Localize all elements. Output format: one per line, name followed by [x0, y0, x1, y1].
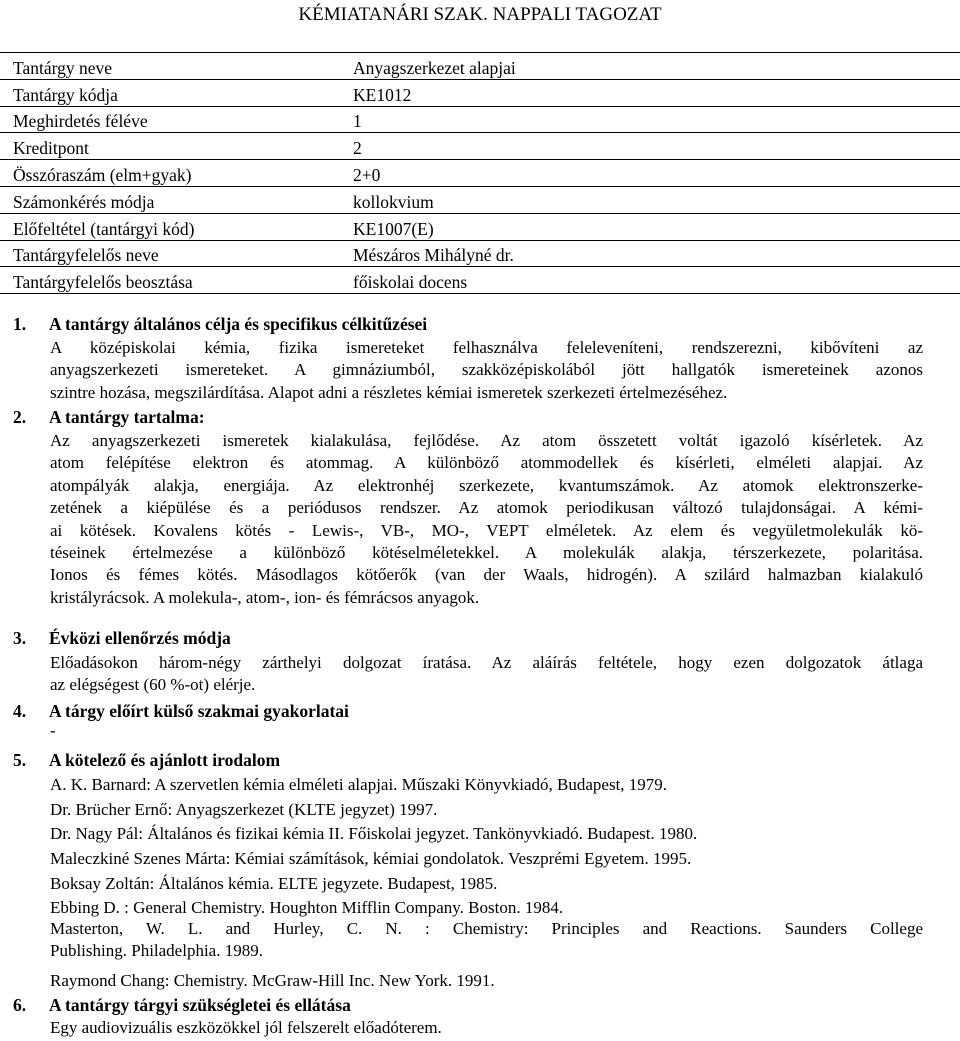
semester-label: Meghirdetés féléve [0, 106, 353, 133]
text-line: atompályák alakja, energiája. Az elektronhéj szerkezete, kvantumszámok. Az atomok elektronszerke- [50, 475, 923, 495]
course-code-value: KE1012 [353, 79, 960, 106]
prerequisite-label: Előfeltétel (tantárgyi kód) [0, 213, 353, 240]
table-row [0, 160, 960, 187]
section-title: A tantárgy tartalma: [49, 407, 205, 427]
text-line: Az anyagszerkezeti ismeretek kialakulása, fejlődése. Az atom összetett voltát igazoló kísérletek. Az [50, 431, 923, 450]
section-heading [13, 313, 427, 335]
section-number: 2. [13, 407, 27, 427]
responsible-position-label: Tantárgyfelelős beosztása [0, 267, 353, 294]
text-line: téseinek értelmezése a különböző kötéselméletekkel. A molekulák alakja, térszerkezete, polaritása. [50, 543, 923, 563]
section-heading [13, 627, 231, 649]
course-name-label: Tantárgy neve [0, 53, 353, 80]
course-code-label: Tantárgy kódja [0, 79, 353, 106]
section-heading [13, 406, 205, 428]
text-line: Ionos és fémes kötés. Másodlagos kötőerők (van der Waals, hidrogén). A szilárd halmazban kialakuló [50, 565, 923, 585]
total-hours-value: 2+0 [353, 160, 960, 187]
section-body [50, 337, 923, 404]
reference-item: A. K. Barnard: A szervetlen kémia elméleti alapjai. Műszaki Könyvkiadó, Budapest, 1979. [50, 775, 668, 794]
table-row [0, 213, 960, 240]
section-number: 1. [13, 314, 27, 334]
section-body: Egy audiovizuális eszközökkel jól felszerelt előadóterem. [50, 1018, 442, 1037]
reference-item [50, 918, 923, 963]
table-row [0, 267, 960, 294]
section-number: 6. [13, 995, 27, 1015]
table-row [0, 186, 960, 213]
text-line: A középiskolai kémia, fizika ismereteket felhasználva feleleveníteni, rendszerezni, kibővíteni az [50, 338, 923, 357]
credit-value: 2 [353, 133, 960, 160]
table-row [0, 133, 960, 160]
course-name-value: Anyagszerkezet alapjai [353, 53, 960, 80]
assessment-value: kollokvium [353, 186, 960, 213]
text-line: atom felépítése elektron és atommag. A különböző atommodellek és kísérleti, elméleti alapjai. Az [50, 453, 923, 473]
section-title: Évközi ellenőrzés módja [49, 628, 231, 648]
text-line: szintre hozása, megszilárdítása. Alapot adni a részletes kémiai ismeretek szerkezeti értelmezéséhez. [50, 382, 728, 402]
document-title: KÉMIATANÁRI SZAK. NAPPALI TAGOZAT [298, 4, 662, 25]
table-row [0, 53, 960, 80]
text-line: Masterton, W. L. and Hurley, C. N. : Chemistry: Principles and Reactions. Saunders College [50, 919, 923, 938]
text-line: zetének a kiépülése és a periódusos rendszer. Az atomok periodikusan változó tulajdonságai. A kémi- [50, 498, 923, 518]
text-line: az elégségest (60 %-ot) elérje. [50, 675, 256, 695]
prerequisite-value: KE1007(E) [353, 213, 960, 240]
credit-label: Kreditpont [0, 133, 353, 160]
responsible-name-value: Mészáros Mihályné dr. [353, 240, 960, 267]
reference-item: Dr. Brücher Ernő: Anyagszerkezet (KLTE jegyzet) 1997. [50, 800, 438, 819]
section-number: 4. [13, 701, 27, 721]
assessment-label: Számonkérés módja [0, 186, 353, 213]
semester-value: 1 [353, 106, 960, 133]
reference-item: Ebbing D. : General Chemistry. Houghton Mifflin Company. Boston. 1984. [50, 898, 564, 917]
section-number: 3. [13, 628, 27, 648]
section-number: 5. [13, 750, 27, 770]
section-heading [13, 994, 351, 1016]
section-title: A tantárgy általános célja és specifikus célkitűzései [49, 314, 428, 334]
reference-item: Boksay Zoltán: Általános kémia. ELTE jegyzete. Budapest, 1985. [50, 874, 498, 893]
responsible-position-value: főiskolai docens [353, 267, 960, 294]
course-info-table [0, 52, 960, 294]
text-line: - [50, 721, 56, 740]
section-title: A tárgy előírt külső szakmai gyakorlatai [49, 701, 349, 721]
text-line: Előadásokon három-négy zárthelyi dolgozat íratása. Az aláírás feltétele, hogy ezen dolgozatok átlaga [50, 653, 923, 672]
section-body [50, 720, 923, 742]
section-heading [13, 749, 280, 771]
section-body [50, 652, 923, 697]
table-row [0, 240, 960, 267]
section-heading [13, 700, 349, 722]
text-line: kristályrácsok. A molekula-, atom-, ion- és fémrácsos anyagok. [50, 587, 480, 607]
responsible-name-label: Tantárgyfelelős neve [0, 240, 353, 267]
reference-item: Dr. Nagy Pál: Általános és fizikai kémia II. Főiskolai jegyzet. Tankönyvkiadó. Budapest. 1980. [50, 824, 698, 843]
table-row [0, 106, 960, 133]
text-line: Publishing. Philadelphia. 1989. [50, 941, 263, 961]
section-title: A kötelező és ajánlott irodalom [49, 750, 281, 770]
reference-item: Raymond Chang: Chemistry. McGraw-Hill Inc. New York. 1991. [50, 971, 495, 990]
text-line: anyagszerkezeti ismereteket. A gimnáziumból, szakközépiskolából jött hallgatók ismereteinek azonos [50, 360, 923, 380]
reference-item: Maleczkiné Szenes Márta: Kémiai számítások, kémiai gondolatok. Veszprémi Egyetem. 1995. [50, 849, 692, 868]
total-hours-label: Összóraszám (elm+gyak) [0, 160, 353, 187]
table-row [0, 79, 960, 106]
text-line: ai kötések. Kovalens kötés - Lewis-, VB-, MO-, VEPT elméletek. Az elem és vegyületmolekulák kö- [50, 520, 923, 540]
section-body [50, 430, 923, 609]
section-title: A tantárgy tárgyi szükségletei és ellátása [49, 995, 351, 1015]
